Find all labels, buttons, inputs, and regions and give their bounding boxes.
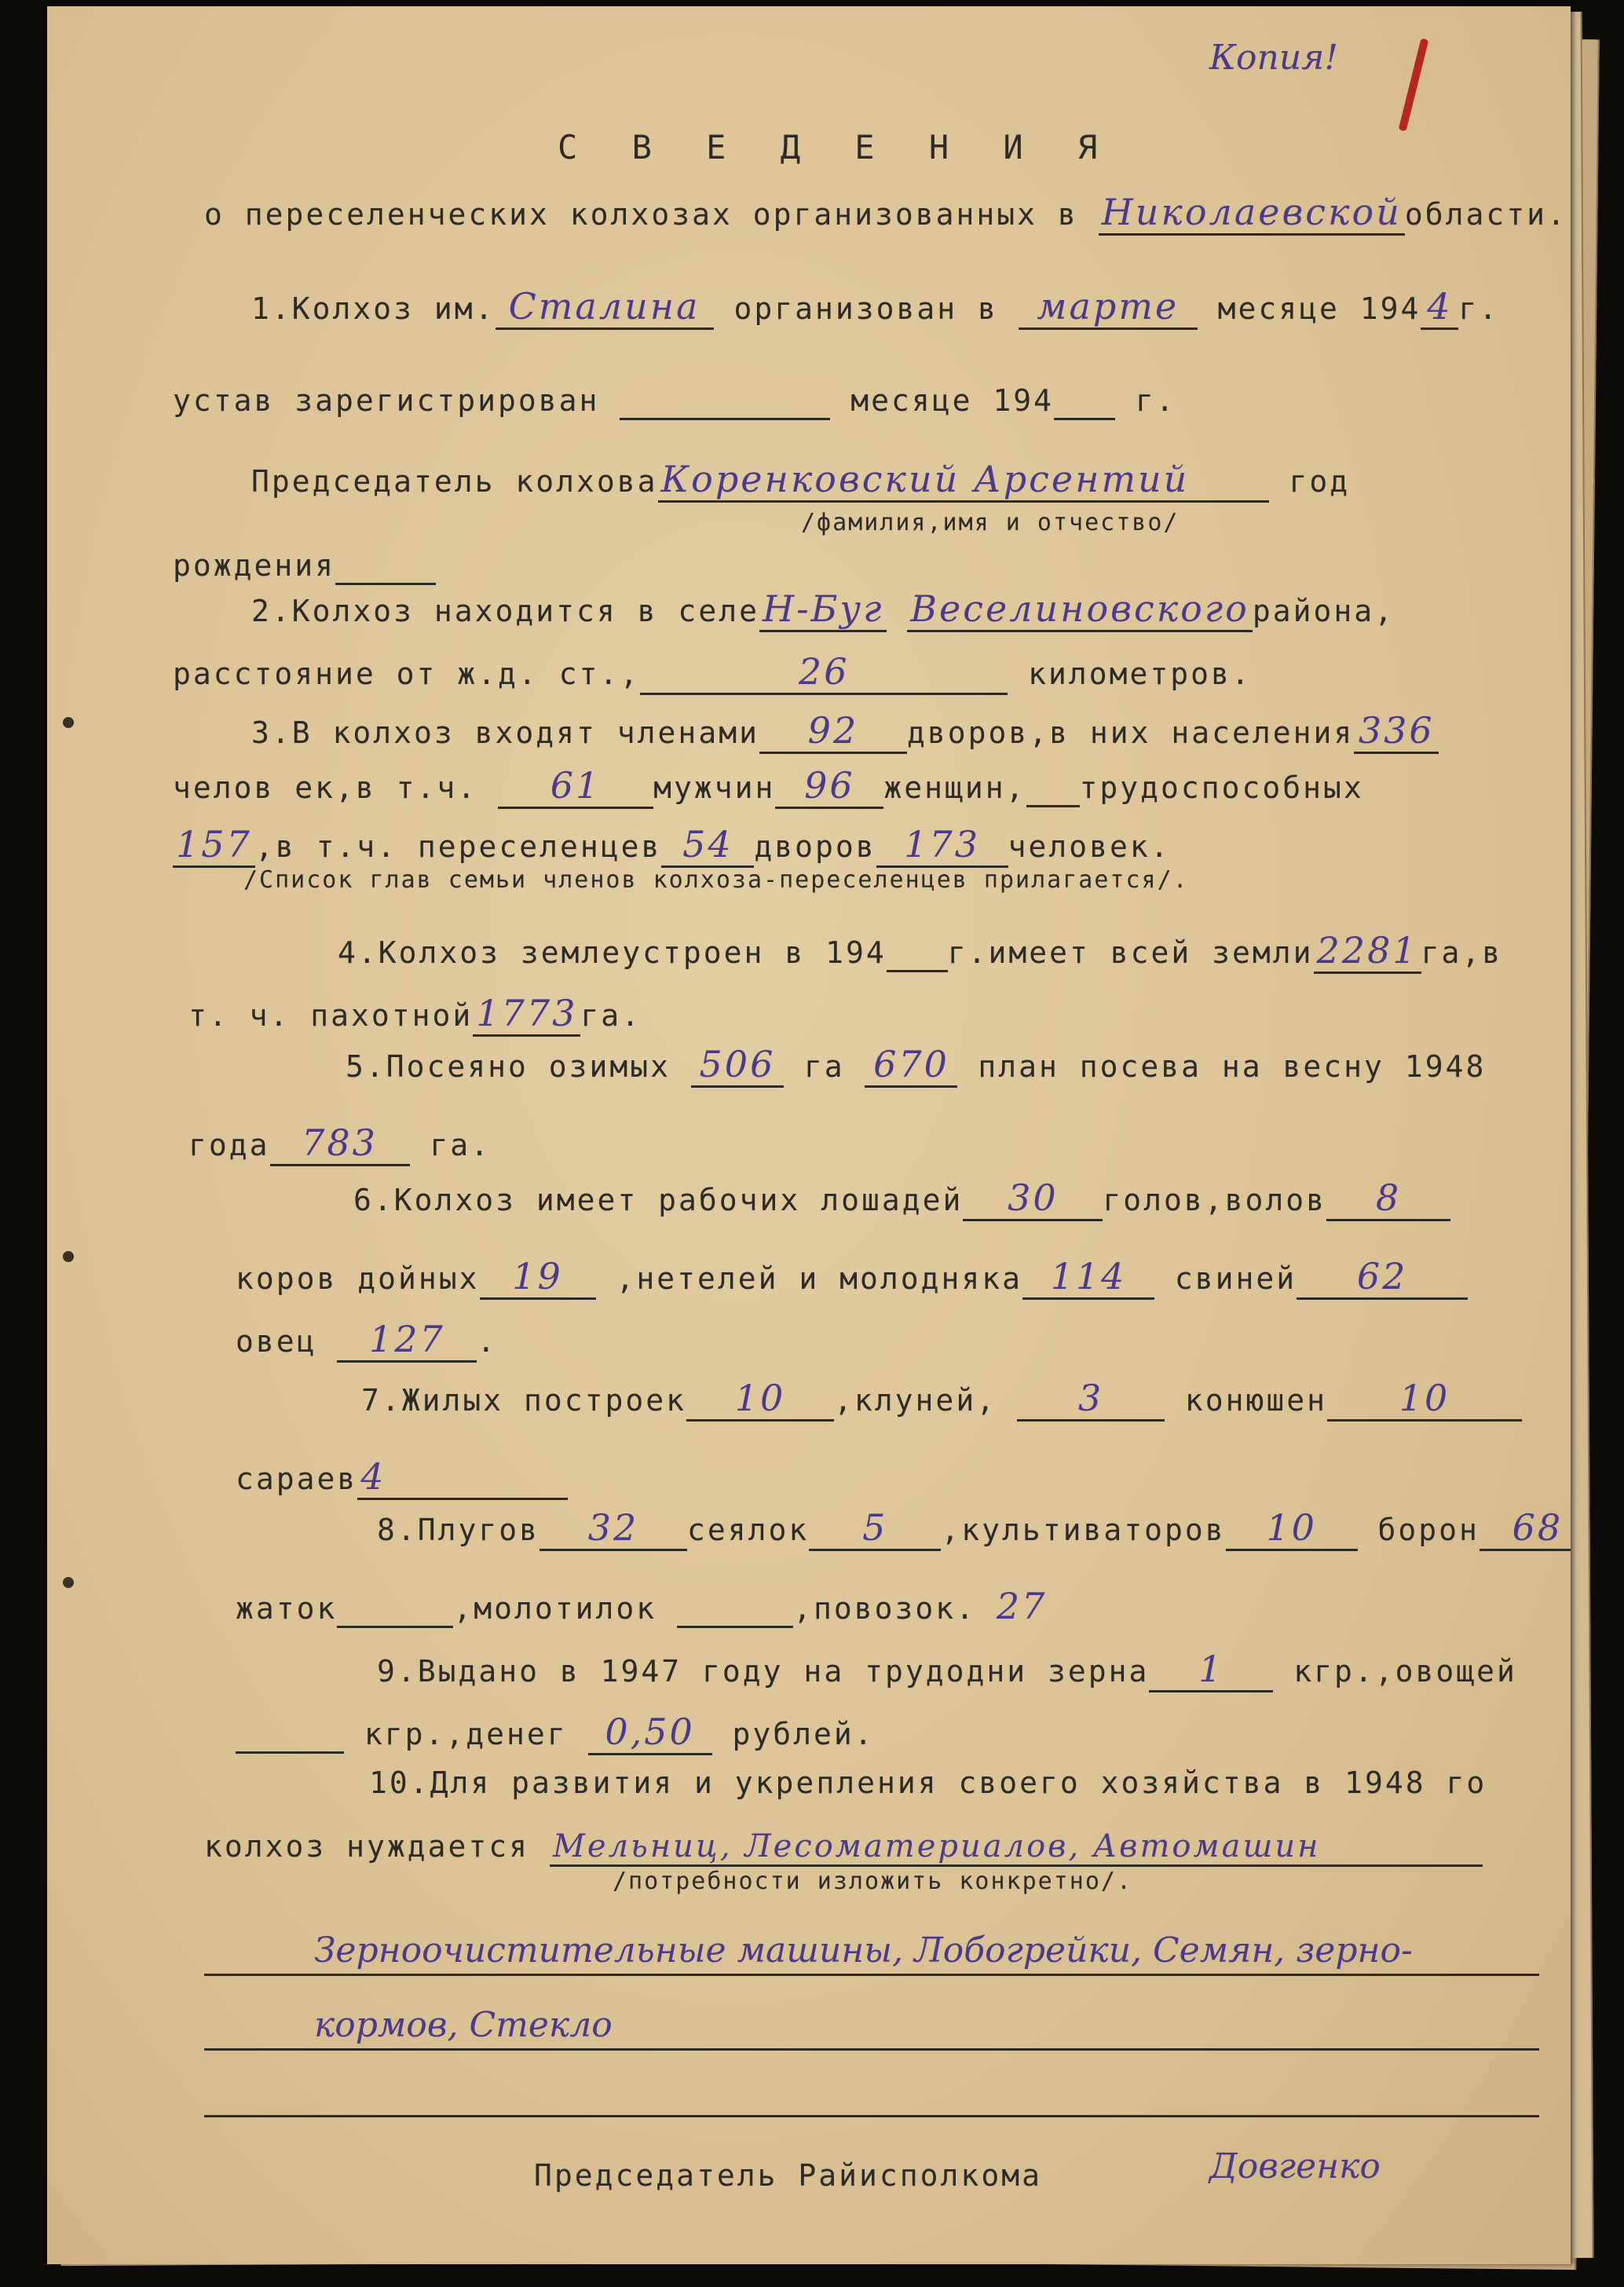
needs-field-2: Зерноочистительные машины, Лобогрейки, Семян, зерно- — [314, 1930, 1413, 1970]
winter-field: 506 — [691, 1043, 784, 1088]
item-4 — [338, 929, 1502, 974]
sheep-field: 127 — [337, 1318, 477, 1363]
cultivators-label: ,культиваторов — [941, 1513, 1226, 1547]
item9-label: 9.Выдано в 1947 году на трудодни зерна — [377, 1654, 1150, 1689]
statute-line — [173, 383, 1176, 420]
month-field: марте — [1019, 285, 1198, 330]
distance-line — [173, 650, 1252, 695]
item3-incl-label: челов ек,в т.ч. — [173, 770, 478, 805]
settler-households-label: дворов — [754, 829, 876, 864]
birth-year-field — [335, 548, 436, 585]
statute-month-field — [620, 383, 830, 420]
carts-label: ,повозок. — [793, 1591, 976, 1626]
cultivators-field: 10 — [1226, 1506, 1358, 1551]
spring-year-label: года — [188, 1128, 270, 1162]
cows-field: 19 — [480, 1255, 596, 1300]
item2-label: 2.Колхоз находится в селе — [251, 594, 759, 628]
seeders-label: сеялок — [687, 1513, 810, 1547]
ruled-line — [204, 2115, 1539, 2117]
grain-field: 1 — [1149, 1648, 1273, 1692]
spring-field: 783 — [270, 1122, 410, 1166]
ploughs-field: 32 — [540, 1506, 687, 1551]
statute-label: устав зарегистрирован — [173, 383, 600, 418]
item10-line2 — [204, 1828, 1483, 1867]
subtitle-text: о переселенческих колхозах организованных в — [204, 197, 1078, 232]
item-1 — [251, 285, 1499, 330]
binder-hole — [63, 1577, 74, 1588]
ruled-line — [204, 2048, 1539, 2051]
money-field: 0,50 — [588, 1711, 712, 1755]
able-field: 157 — [173, 823, 255, 868]
money-label: кгр.,денег — [364, 1717, 568, 1751]
settler-people-label: человек. — [1008, 829, 1171, 864]
item3-line2 — [173, 764, 1364, 809]
document-sheet — [47, 6, 1571, 2264]
households-field: 92 — [759, 709, 907, 754]
item-6 — [353, 1176, 1450, 1221]
horses-field: 30 — [963, 1176, 1103, 1221]
arable-label: т. ч. пахотной — [188, 998, 474, 1033]
ruled-line — [204, 1974, 1539, 1976]
item6-line3 — [236, 1318, 497, 1363]
oblast-field: Николаевской — [1099, 191, 1405, 236]
village-field: Н-Буг — [759, 587, 887, 632]
item-3 — [251, 709, 1439, 754]
pigs-field: 62 — [1297, 1255, 1468, 1300]
chairman-line — [251, 458, 1350, 503]
statute-year-field — [1054, 383, 1115, 420]
settler-people-field: 173 — [876, 823, 1008, 868]
birth-line — [173, 548, 436, 585]
chairman-hint: /фамилия,имя и отчество/ — [801, 509, 1180, 536]
sheds-field: 4 — [357, 1455, 568, 1500]
vegetables-field — [236, 1717, 344, 1754]
extra-field: 670 — [865, 1043, 957, 1088]
item3-label: 3.В колхоз входят членами — [251, 715, 759, 750]
harrows-label: борон — [1377, 1513, 1480, 1547]
district-field: Веселиновского — [907, 587, 1253, 632]
binder-hole — [63, 1251, 74, 1262]
item5-label: 5.Посеяно озимых — [346, 1049, 671, 1084]
sheep-label: овец — [236, 1324, 317, 1359]
item9-line2 — [236, 1711, 875, 1755]
item1-month-text: месяце 194 — [1217, 291, 1421, 326]
threshers-label: ,молотилок — [453, 1591, 657, 1626]
item6-line2 — [236, 1255, 1468, 1300]
item8-line2 — [236, 1585, 1047, 1628]
arable-unit: га. — [580, 998, 642, 1033]
item5-line2 — [188, 1122, 491, 1166]
item4-label: 4.Колхоз землеустроен в 194 — [338, 935, 887, 970]
distance-label: расстояние от ж.д. ст., — [173, 657, 641, 691]
land-field: 2281 — [1314, 929, 1421, 974]
pigs-label: свиней — [1174, 1261, 1297, 1296]
item4-land-unit: га,в — [1421, 935, 1503, 970]
distance-unit: километров. — [1028, 657, 1252, 691]
sheds-label: сараев — [236, 1462, 358, 1496]
spring-unit: га. — [430, 1128, 492, 1162]
chairman-name-field: Коренковский Арсентий — [658, 458, 1269, 503]
signature-label: Председатель Райисполкома — [534, 2158, 1042, 2193]
women-label: женщин, — [883, 770, 1026, 805]
needs-label: колхоз нуждается — [204, 1829, 530, 1864]
item8-label: 8.Плугов — [377, 1513, 540, 1547]
settler-households-field: 54 — [661, 823, 754, 868]
item-9 — [377, 1648, 1517, 1692]
item3-hint: /Список глав семьи членов колхоза-переселенцев прилагается/. — [243, 866, 1189, 894]
distance-field: 26 — [640, 650, 1008, 695]
able-label: трудоспособных — [1079, 770, 1364, 805]
item7-label: 7.Жилых построек — [361, 1383, 687, 1418]
houses-field: 10 — [686, 1377, 834, 1422]
red-stroke-mark — [1399, 38, 1429, 132]
item1-year-suffix: г. — [1458, 291, 1500, 326]
item1-text: организован в — [733, 291, 998, 326]
stables-label: конюшен — [1184, 1383, 1328, 1418]
needs-field-3: кормов, Стекло — [314, 2005, 613, 2045]
item4-land-label: г.имеет всей земли — [947, 935, 1314, 970]
oxen-label: голов,волов — [1103, 1183, 1327, 1217]
money-unit: рублей. — [732, 1717, 875, 1751]
page-title: С В Е Д Е Н И Я — [558, 128, 1115, 166]
seeders-field: 5 — [809, 1506, 941, 1551]
kolkhoz-name-field: Сталина — [496, 285, 714, 330]
year-field: 4 — [1421, 285, 1458, 330]
needs-field-1: Мельниц, Лесоматериалов, Автомашин — [550, 1828, 1483, 1867]
item-7 — [361, 1377, 1522, 1422]
birth-label: рождения — [173, 548, 336, 583]
young-label: ,нетелей и молодняка — [616, 1261, 1022, 1296]
needs-hint: /потребности изложить конкретно/. — [613, 1868, 1133, 1895]
statute-text: месяце 194 — [850, 383, 1054, 418]
arable-field: 1773 — [473, 992, 580, 1037]
winter-unit: га — [803, 1049, 845, 1084]
statute-suffix: г. — [1135, 383, 1176, 418]
item7-line2 — [236, 1455, 568, 1500]
women-field: 96 — [775, 764, 883, 809]
oxen-field: 8 — [1326, 1176, 1450, 1221]
harrows-field: 68 — [1480, 1506, 1571, 1551]
item-5 — [346, 1043, 1486, 1088]
carts-field: 27 — [996, 1585, 1048, 1627]
blank-field — [1026, 770, 1080, 807]
item-8 — [377, 1506, 1571, 1551]
chairman-year-label: год — [1289, 464, 1351, 499]
item3-line3 — [173, 823, 1171, 868]
copy-mark: Копия! — [1209, 38, 1339, 78]
item6-label: 6.Колхоз имеет рабочих лошадей — [353, 1183, 964, 1217]
binder-hole — [63, 717, 74, 728]
item1-label: 1.Колхоз им. — [251, 291, 496, 326]
barns-label: ,клуней, — [834, 1383, 997, 1418]
item4-year-field — [887, 935, 948, 972]
men-field: 61 — [498, 764, 653, 809]
settlers-label: ,в т.ч. переселенцев — [254, 829, 662, 864]
subtitle — [204, 191, 1567, 236]
population-field: 336 — [1354, 709, 1439, 754]
subtitle-suffix: области. — [1404, 197, 1567, 232]
barns-field: 3 — [1017, 1377, 1165, 1422]
reapers-field — [337, 1591, 453, 1628]
vegetables-label: кгр.,овощей — [1293, 1654, 1517, 1689]
spring-plan-label: план посева на весну 1948 — [978, 1049, 1487, 1084]
item3-households-text: дворов,в них населения — [906, 715, 1355, 750]
cows-label: коров дойных — [236, 1261, 480, 1296]
threshers-field — [677, 1591, 793, 1628]
sheep-suffix: . — [477, 1324, 498, 1359]
stables-field: 10 — [1327, 1377, 1522, 1422]
item-2 — [251, 587, 1395, 632]
reapers-label: жаток — [236, 1591, 338, 1626]
chairman-label: Председатель колхова — [251, 464, 658, 499]
item4-line2 — [188, 992, 642, 1037]
item-10: 10.Для развития и укрепления своего хозяйства в 1948 го — [369, 1766, 1487, 1800]
item2-district-suffix: района, — [1252, 594, 1395, 628]
men-label: мужчин — [653, 770, 776, 805]
signature: Довгенко — [1209, 2146, 1381, 2186]
young-field: 114 — [1022, 1255, 1154, 1300]
